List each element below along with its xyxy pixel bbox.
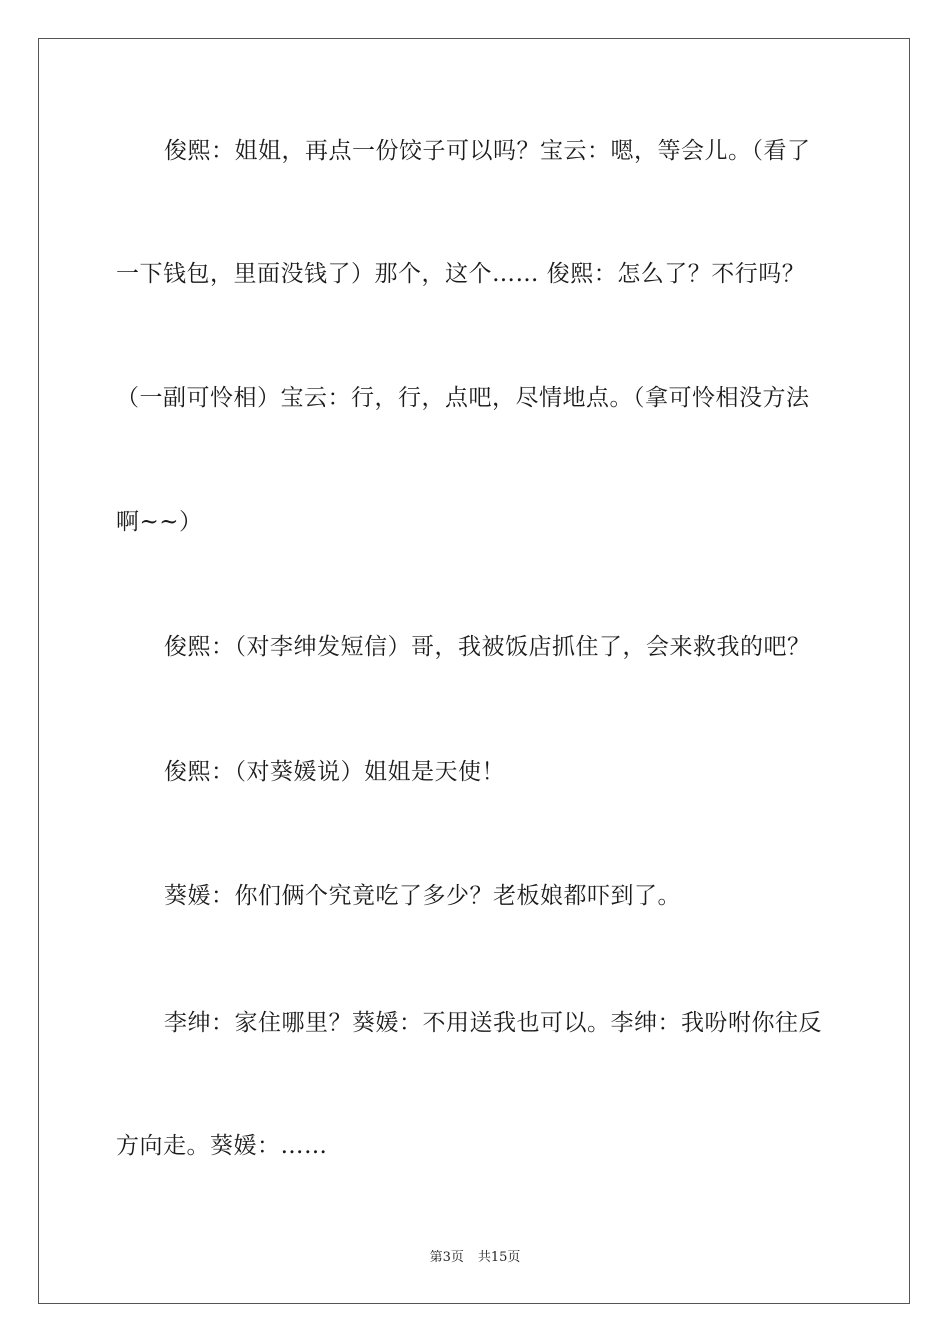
text-line-2: 一下钱包，里面没钱了）那个，这个…… 俊熙：怎么了？不行吗？: [116, 261, 806, 287]
text-line-6: 俊熙：（对葵媛说）姐姐是天使！: [164, 759, 505, 785]
page-border: [38, 38, 910, 1304]
text-line-3: （一副可怜相）宝云：行，行，点吧，尽情地点。（拿可怜相没方法: [116, 385, 810, 411]
text-line-5: 俊熙：（对李绅发短信）哥，我被饭店抓住了，会来救我的吧？: [164, 634, 811, 660]
page-footer: [0, 1246, 950, 1265]
page-number: 第3页: [429, 1250, 464, 1265]
text-line-9: 方向走。葵媛：……: [116, 1133, 328, 1159]
text-line-1: 俊熙：姐姐，再点一份饺子可以吗？宝云：嗯，等会儿。（看了: [164, 138, 811, 164]
text-line-7: 葵媛：你们俩个究竟吃了多少？老板娘都吓到了。: [164, 883, 681, 909]
page-total: 共15页: [477, 1250, 521, 1265]
text-line-8: 李绅：家住哪里？葵媛：不用送我也可以。李绅：我吩咐你往反: [164, 1010, 822, 1036]
text-line-4: 啊~~）: [116, 509, 203, 535]
